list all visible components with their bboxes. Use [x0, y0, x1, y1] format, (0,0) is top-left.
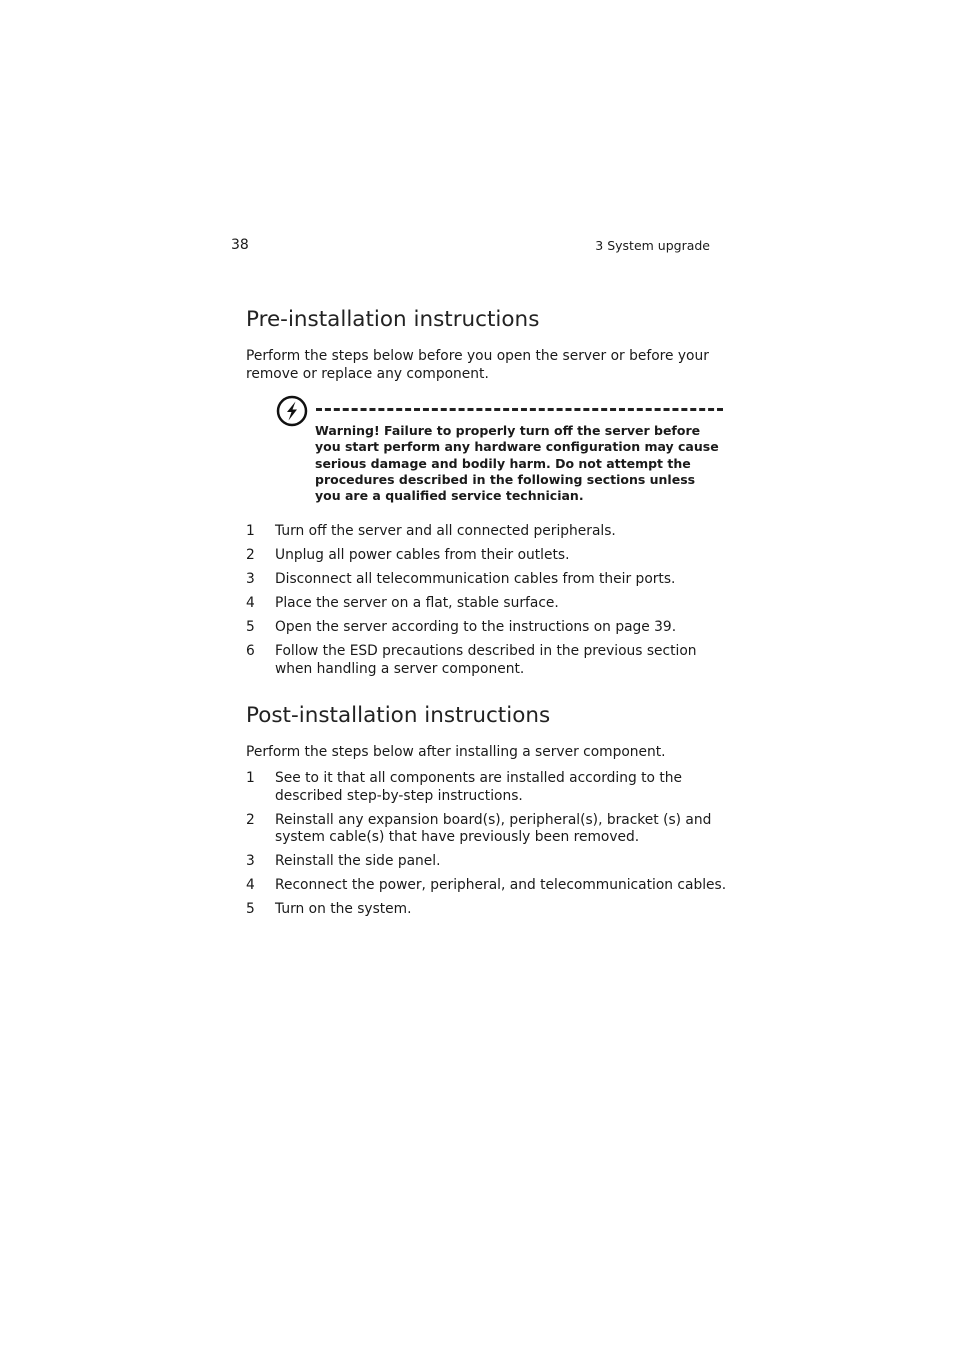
step-number: 3 [246, 853, 255, 869]
step-number: 4 [246, 595, 255, 611]
list-item [246, 523, 736, 541]
running-header: 3 System upgrade [595, 238, 710, 253]
step-number: 5 [246, 901, 255, 917]
pre-installation-steps [246, 523, 736, 685]
step-text: Turn off the server and all connected peripherals. [275, 523, 616, 539]
warning-text: Warning! Failure to properly turn off the server before you start perform any hardware configuration may cause serious damage and bodily harm. Do not attempt the procedures described in the following sections unless you are a qualified service technician. [315, 423, 719, 504]
list-item [246, 901, 736, 919]
list-item [246, 812, 736, 847]
list-item [246, 571, 736, 589]
step-number: 6 [246, 643, 255, 659]
section-title-pre-installation: Pre-installation instructions [246, 307, 540, 332]
warning-lightning-icon [276, 395, 308, 427]
post-installation-steps [246, 770, 736, 925]
list-item [246, 643, 736, 678]
step-number: 5 [246, 619, 255, 635]
warning-divider [316, 408, 723, 411]
step-text: Place the server on a flat, stable surface. [275, 595, 559, 611]
page-number: 38 [231, 237, 249, 253]
step-number: 3 [246, 571, 255, 587]
step-number: 1 [246, 770, 255, 786]
post-installation-intro: Perform the steps below after installing a server component. [246, 744, 666, 760]
step-number: 1 [246, 523, 255, 539]
step-text: Unplug all power cables from their outlets. [275, 547, 570, 563]
step-text: Disconnect all telecommunication cables from their ports. [275, 571, 676, 587]
step-text: Reinstall the side panel. [275, 853, 441, 869]
list-item [246, 619, 736, 637]
list-item [246, 853, 736, 871]
step-text: Turn on the system. [275, 901, 412, 917]
step-number: 4 [246, 877, 255, 893]
step-text: Reconnect the power, peripheral, and telecommunication cables. [275, 877, 727, 893]
list-item [246, 547, 736, 565]
step-text: Open the server according to the instructions on page 39. [275, 619, 677, 635]
list-item [246, 595, 736, 613]
step-number: 2 [246, 811, 255, 828]
list-item [246, 877, 736, 895]
step-text: Follow the ESD precautions described in the previous section when handling a server component. [275, 643, 697, 677]
step-text: Reinstall any expansion board(s), peripheral(s), bracket (s) and system cable(s) that have previously been removed. [275, 811, 712, 845]
list-item [246, 770, 736, 805]
pre-installation-intro: Perform the steps below before you open the server or before your remove or replace any component. [246, 348, 709, 382]
step-number: 2 [246, 547, 255, 563]
section-title-post-installation: Post-installation instructions [246, 703, 551, 728]
step-text: See to it that all components are installed according to the described step-by-step instructions. [275, 770, 683, 804]
